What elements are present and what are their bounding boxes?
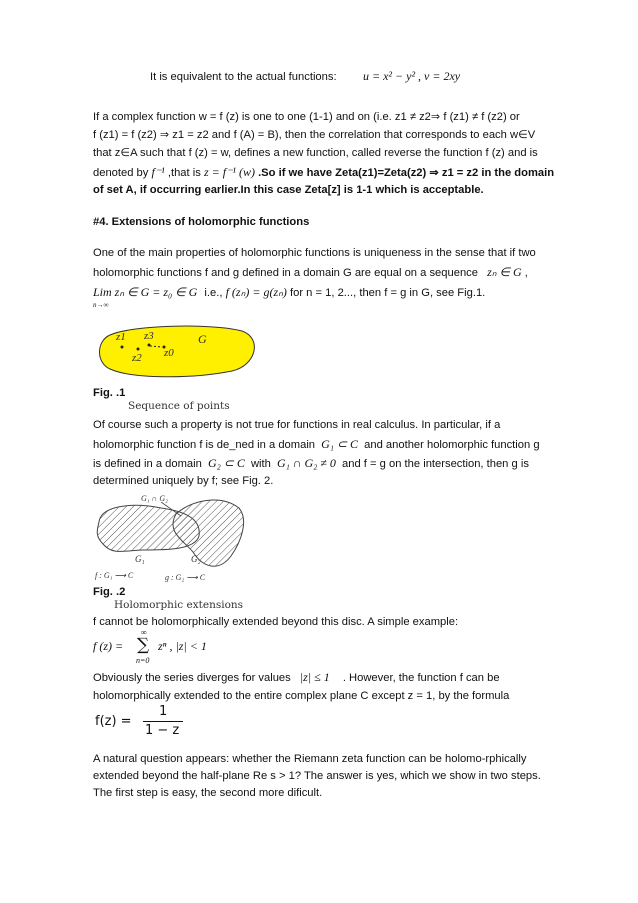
para4-line1: f cannot be holomorphically extended beyond this disc. A simple example: (93, 616, 459, 628)
para4-line3 (93, 670, 500, 685)
limit-subscript: n→∞ (93, 301, 109, 309)
para1-line4-b: ,that is (167, 167, 201, 179)
para5-line1: A natural question appears: whether the Riemann zeta function can be holomo-rphically (93, 753, 527, 765)
label-z2: z2 (132, 352, 142, 364)
para5-line3: The first step is easy, the second more dificult. (93, 787, 323, 799)
fraction-bar (143, 721, 183, 722)
figure-2-label: Fig. .2 (93, 586, 126, 598)
g1-formula: G₁ ⊂ C (321, 437, 359, 451)
para2-line2-a: holomorphic functions f and g defined in a domain G are equal on a sequence (93, 267, 478, 279)
figure-1-label: Fig. .1 (93, 387, 126, 399)
label-g1: G₁ (135, 554, 145, 564)
para1-inverse-f: f⁻¹ (151, 165, 165, 179)
domain-g2 (173, 500, 244, 566)
para3-line2-a: holomorphic function f is de_ned in a domain (93, 439, 316, 451)
ext-numerator: 1 (159, 704, 168, 719)
para1-line1: If a complex function w = f (z) is one to one (1-1) and on (i.e. z1 ≠ z2⇒ f (z1) ≠ f (z2) or (93, 111, 520, 123)
label-z0: z0 (164, 347, 174, 359)
label-intersection: G₁ ∩ G₂ (141, 494, 168, 503)
equality-formula: f (zₙ) = g(zₙ) (225, 285, 287, 299)
para3-line1: Of course such a property is not true for functions in real calculus. In particular, if a (93, 419, 501, 431)
para3-line3-b: with (250, 458, 271, 470)
intro-formula: u = x² − y² , v = 2xy (363, 69, 461, 83)
label-g2: G₂ (191, 554, 201, 564)
para4-line4: holomorphically extended to the entire complex plane C except z = 1, by the formula (93, 690, 510, 702)
section-heading: #4. Extensions of holomorphic functions (93, 216, 310, 228)
para2-line3-b: for n = 1, 2..., then f = g in G, see Fig.1. (290, 287, 486, 299)
para1-line2: f (z1) = f (z2) ⇒ z1 = z2 and f (A) = B), then the correlation that corresponds to each w∈V (93, 129, 536, 141)
para3-line3 (93, 456, 529, 471)
intro-text: It is equivalent to the actual functions: (150, 71, 337, 83)
para1-line4 (93, 165, 554, 180)
series-formula (93, 630, 253, 666)
divergence-formula: |z| ≤ 1 (299, 670, 330, 684)
ext-denominator: 1 − z (145, 723, 180, 738)
series-upper: ∞ (141, 628, 147, 637)
para1-line4-c: .So if we have Zeta(z1)=Zeta(z2) (258, 167, 427, 179)
intersection-formula: G₁ ∩ G₂ ≠ 0 (276, 456, 336, 470)
para3-line2 (93, 437, 540, 452)
limit-formula: Lim zₙ ∈ G = z₀ ∈ G (93, 285, 198, 299)
para1-line5: of set A, if occurring earlier.In this case Zeta[z] is 1-1 which is acceptable. (93, 184, 484, 196)
map-g: g : G₂ ⟶ C (165, 573, 206, 582)
para3-line3-c: and f = g on the intersection, then g is (342, 458, 529, 470)
implies-arrow: ⇒ (429, 167, 439, 179)
figure-2 (91, 492, 251, 587)
figure-1 (92, 323, 262, 378)
para1-line3: that z∈A such that f (z) = w, defines a new function, called reverse the function f (z) and is (93, 147, 538, 159)
para3-line3-a: is defined in a domain (93, 458, 202, 470)
label-g: G (198, 332, 207, 346)
point-z2 (137, 348, 140, 351)
extension-formula (95, 704, 205, 738)
para2-line3 (93, 285, 485, 300)
para5-line2: extended beyond the half-plane Re s > 1? The answer is yes, which we show in two steps. (93, 770, 541, 782)
para2-line1: One of the main properties of holomorphic functions is uniqueness in the sense that if two (93, 247, 536, 259)
g2-formula: G₂ ⊂ C (207, 456, 245, 470)
map-f: f : G₁ ⟶ C (95, 571, 134, 580)
sigma-symbol: ∑ (137, 635, 150, 655)
figure-2-caption: Holomorphic extensions (114, 599, 244, 611)
label-z3: z3 (144, 330, 154, 342)
ext-lhs: f(z) = (95, 714, 132, 729)
point-z1 (121, 346, 124, 349)
para1-inverse-formula: z = f⁻¹ (w) (203, 165, 255, 179)
para1-line4-d: z1 = z2 in the domain (441, 167, 555, 179)
figure-1-caption: Sequence of points (128, 400, 230, 412)
para3-line2-b: and another holomorphic function g (364, 439, 540, 451)
para4-line3-a: Obviously the series diverges for values (93, 672, 291, 684)
para1-line4-a: denoted by (93, 167, 149, 179)
sequence-formula: zₙ ∈ G (487, 265, 522, 279)
para3-line4: determined uniquely by f; see Fig. 2. (93, 475, 274, 487)
para2-line2 (93, 265, 528, 280)
para2-line2-b: , (524, 267, 528, 279)
series-rhs: zⁿ , |z| < 1 (158, 639, 207, 653)
label-z1: z1 (116, 331, 126, 343)
series-lhs: f (z) = (93, 639, 124, 653)
para2-line3-a: i.e., (204, 287, 223, 299)
para4-line3-b: . However, the function f can be (342, 672, 500, 684)
series-lower: n=0 (136, 656, 150, 665)
